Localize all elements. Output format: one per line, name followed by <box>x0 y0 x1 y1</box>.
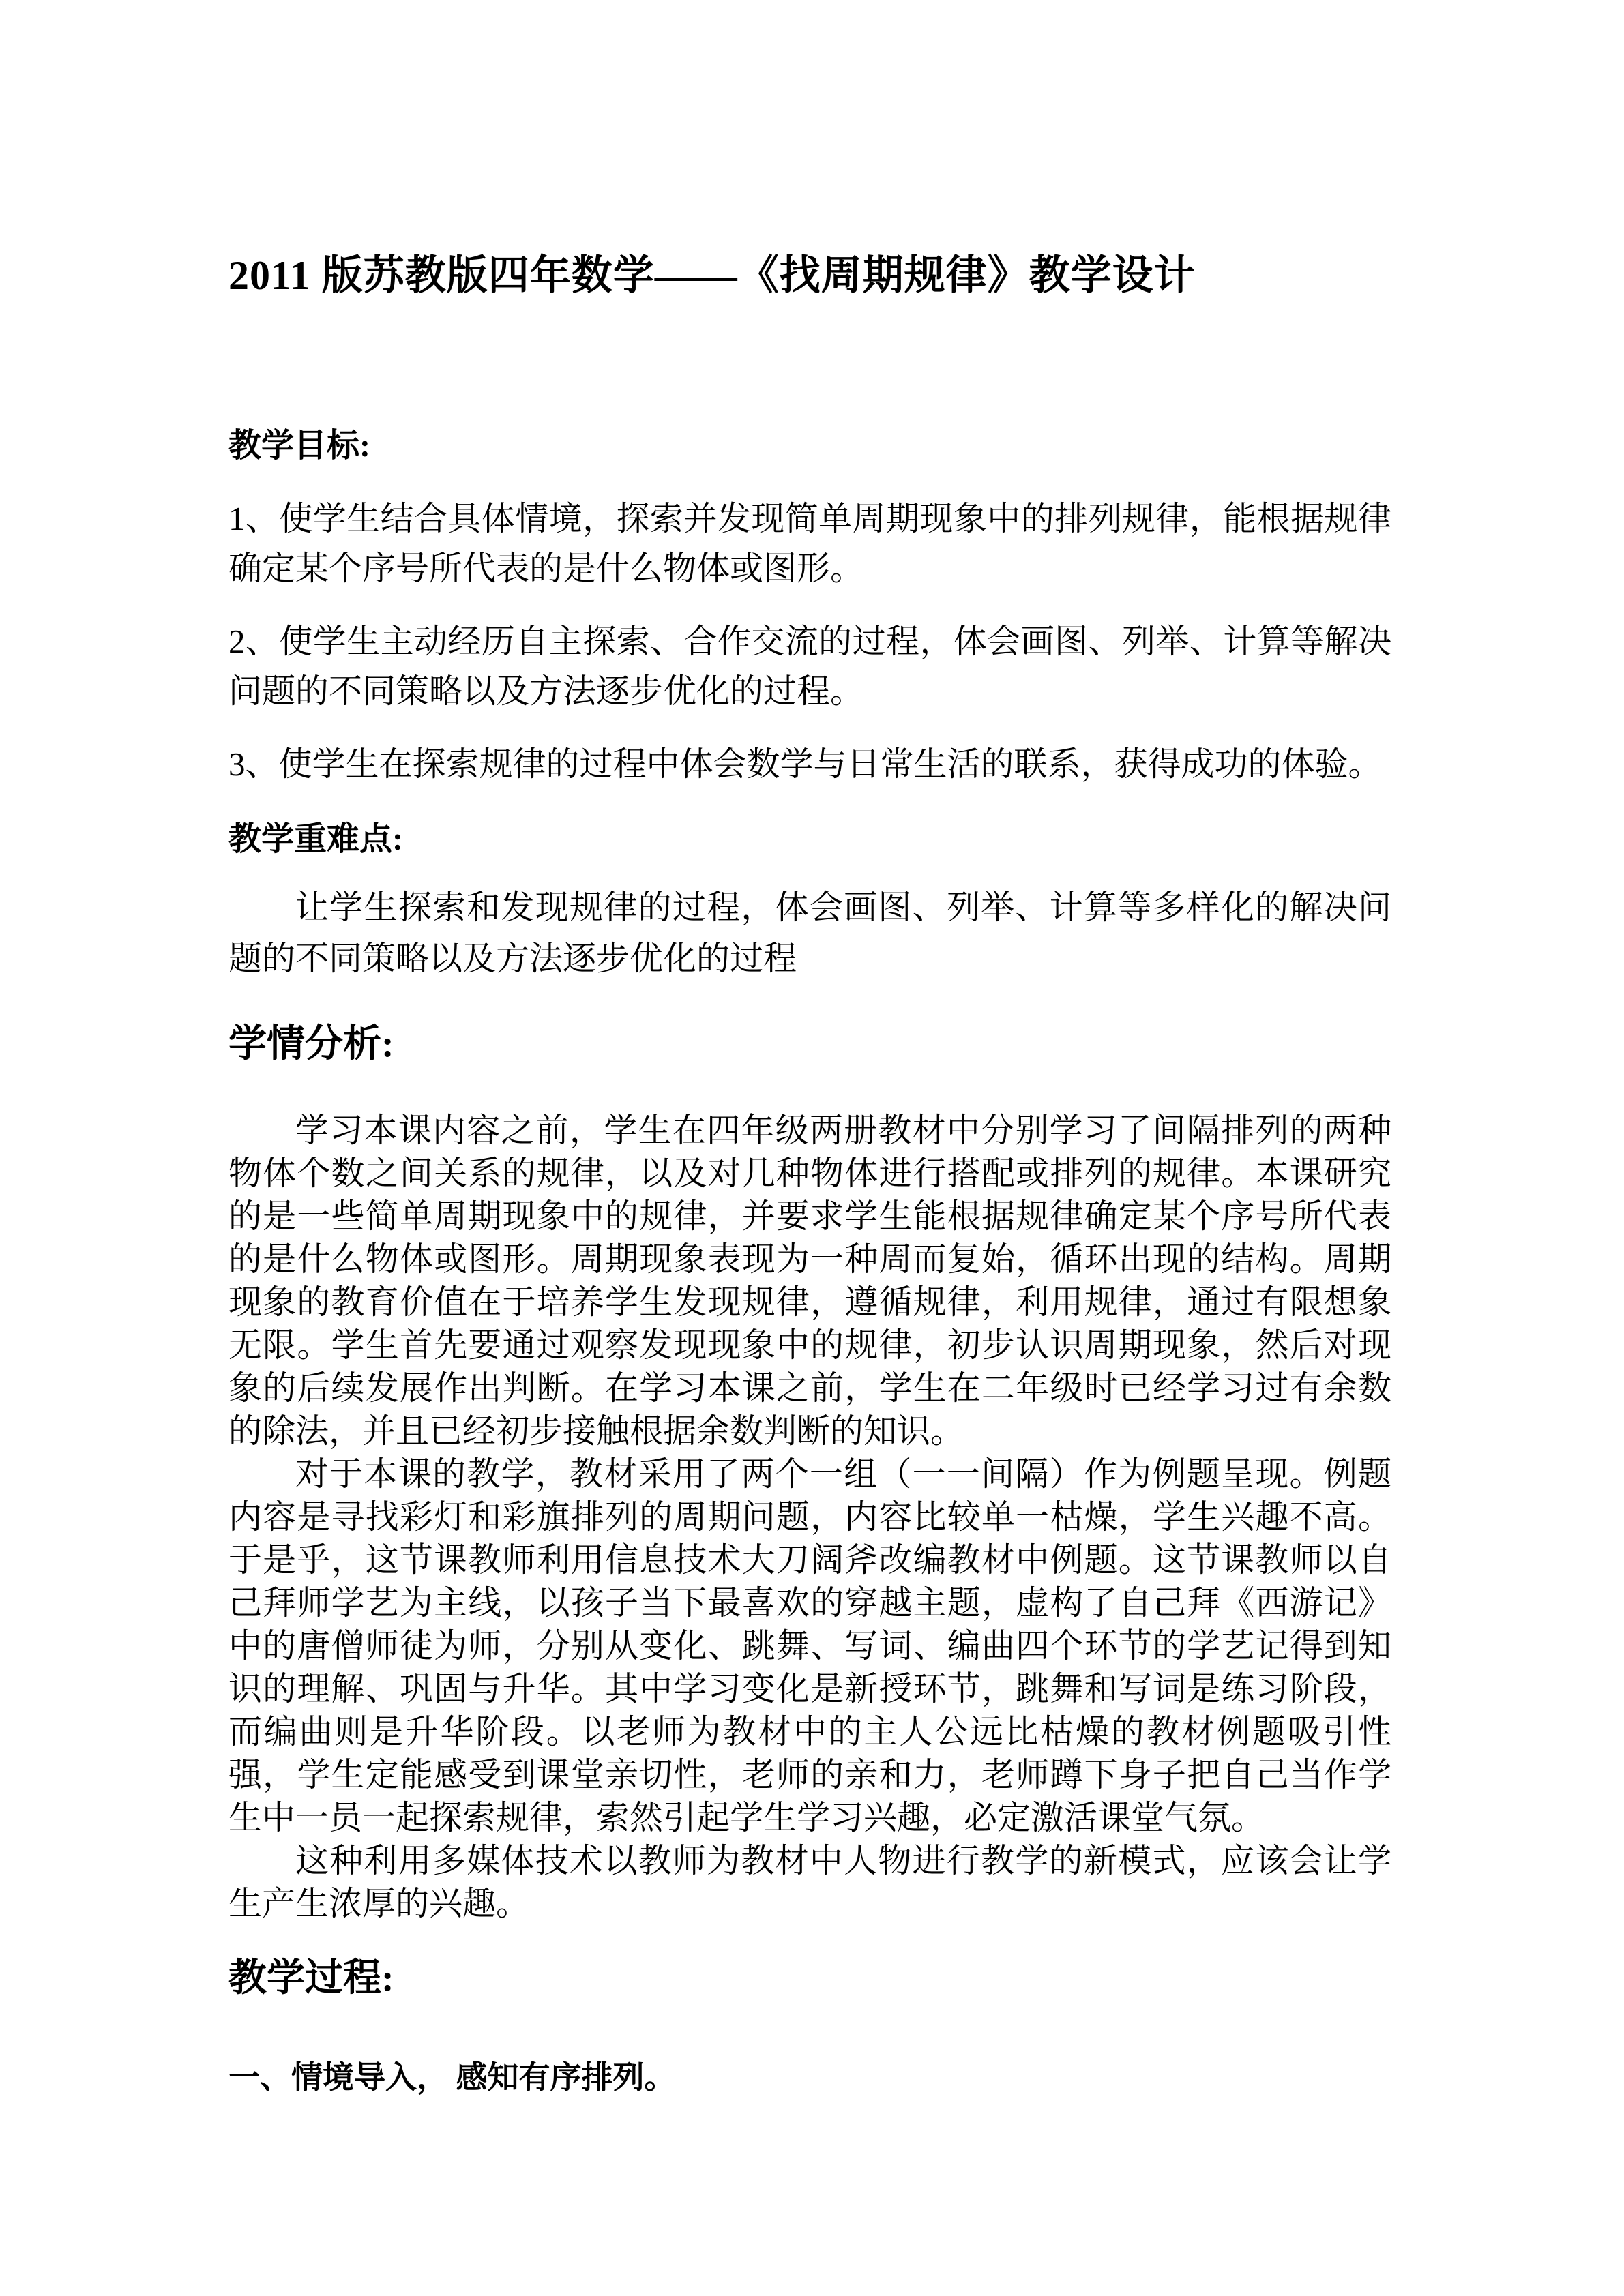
learner-analysis-paragraph-3: 这种利用多媒体技术以教师为教材中人物进行教学的新模式，应该会让学生产生浓厚的兴趣。 <box>228 1842 1391 1922</box>
key-points-body: 让学生探索和发现规律的过程，体会画图、列举、计算等多样化的解决问题的不同策略以及方法逐步优化的过程 <box>228 889 1391 977</box>
objectives-heading: 教学目标: <box>228 428 370 464</box>
learner-analysis-paragraph-2: 对于本课的教学，教材采用了两个一组（一一间隔）作为例题呈现。例题内容是寻找彩灯和彩旗排列的周期问题，内容比较单一枯燥，学生兴趣不高。于是乎，这节课教师利用信息技术大刀阔斧改编教材中例题。这节课教师以自己拜师学艺为主线，以孩子当下最喜欢的穿越主题，虚构了自己拜《西游记》中的唐僧师徒为师，分别从变化、跳舞、写词、编曲四个环节的学艺记得到知识的理解、巩固与升华。其中学习变化是新授环节，跳舞和写词是练习阶段，而编曲则是升华阶段。以老师为教材中的主人公远比枯燥的教材例题吸引性强，学生定能感受到课堂亲切性，老师的亲和力，老师蹲下身子把自己当作学生中一员一起探索规律，索然引起学生学习兴趣，必定激活课堂气氛。 <box>228 1455 1391 1836</box>
teaching-process-step-1: 一、情境导入， 感知有序排列。 <box>228 2060 676 2095</box>
document-title: 2011 版苏教版四年数学——《找周期规律》教学设计 <box>228 253 1196 298</box>
objective-item-3: 3、使学生在探索规律的过程中体会数学与日常生活的联系，获得成功的体验。 <box>228 745 1382 783</box>
objective-item-2: 2、使学生主动经历自主探索、合作交流的过程，体会画图、列举、计算等解决问题的不同策略以及方法逐步优化的过程。 <box>228 623 1391 710</box>
learner-analysis-heading: 学情分析: <box>228 1023 394 1065</box>
key-points-heading: 教学重难点: <box>228 821 403 857</box>
objective-item-1: 1、使学生结合具体情境，探索并发现简单周期现象中的排列规律，能根据规律确定某个序号所代表的是什么物体或图形。 <box>228 500 1391 587</box>
teaching-process-heading: 教学过程: <box>228 1957 394 1999</box>
learner-analysis-paragraph-1: 学习本课内容之前，学生在四年级两册教材中分别学习了间隔排列的两种物体个数之间关系的规律，以及对几种物体进行搭配或排列的规律。本课研究的是一些简单周期现象中的规律，并要求学生能根据规律确定某个序号所代表的是什么物体或图形。周期现象表现为一种周而复始，循环出现的结构。周期现象的教育价值在于培养学生发现规律，遵循规律，利用规律，通过有限想象无限。学生首先要通过观察发现现象中的规律，初步认识周期现象，然后对现象的后续发展作出判断。在学习本课之前，学生在二年级时已经学习过有余数的除法，并且已经初步接触根据余数判断的知识。 <box>228 1112 1391 1450</box>
